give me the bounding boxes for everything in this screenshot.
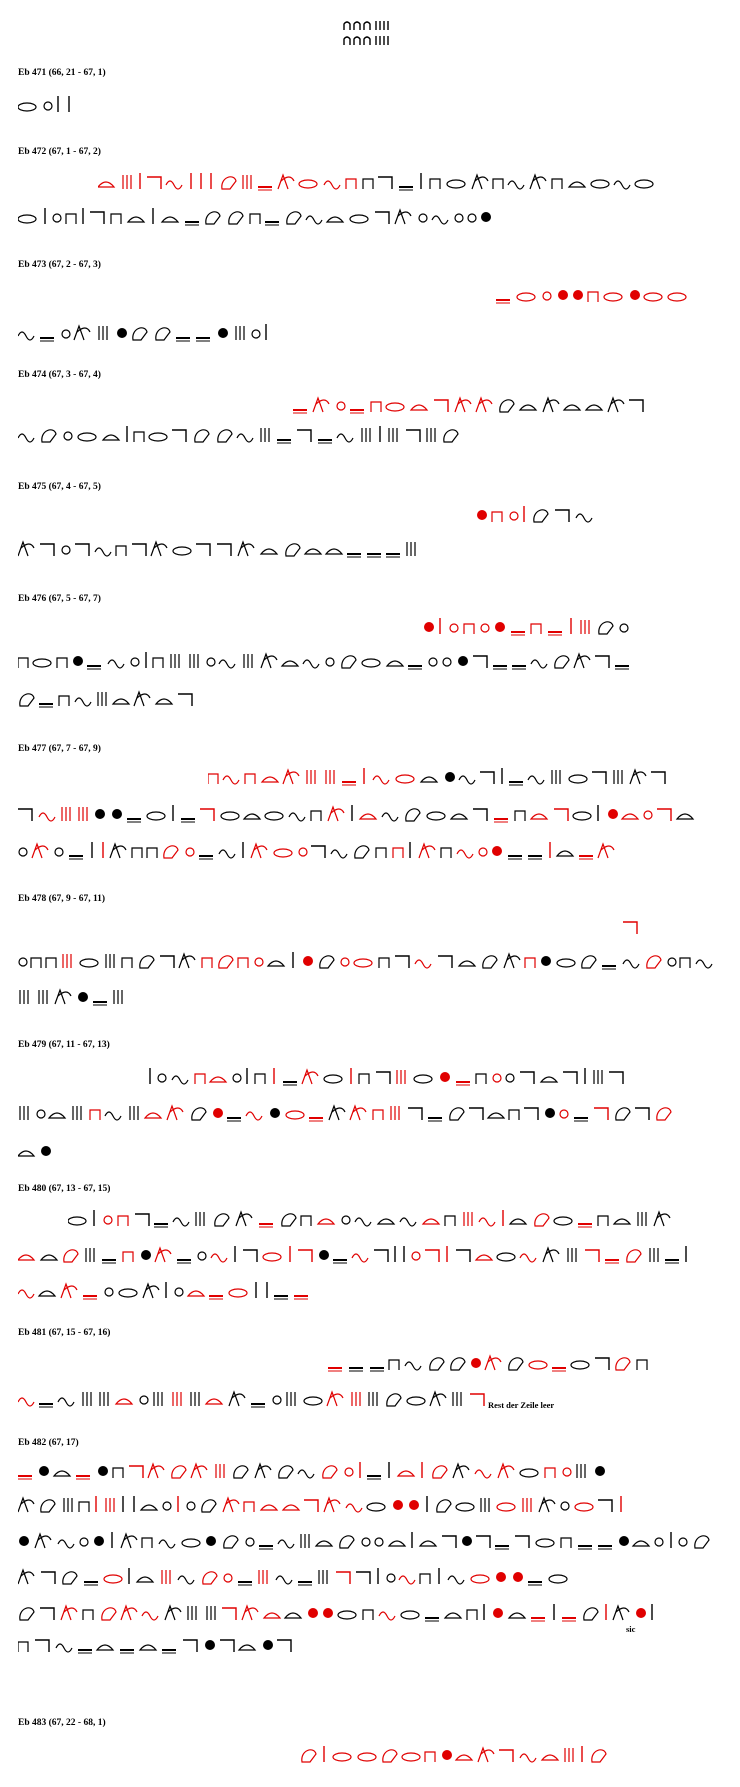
glyph-line — [18, 1526, 718, 1552]
glyph-line — [18, 1136, 68, 1162]
hieroglyph-glyphs — [18, 1490, 638, 1516]
hieroglyph-glyphs — [98, 167, 658, 193]
hieroglyph-glyphs — [300, 1740, 610, 1766]
glyph-line — [18, 1562, 578, 1588]
entry-label: Eb 475 (67, 4 - 67, 5) — [18, 482, 101, 492]
entry-label: Eb 471 (66, 21 - 67, 1) — [18, 68, 106, 78]
glyph-line — [18, 90, 88, 116]
hieroglyph-glyphs — [18, 90, 88, 116]
hieroglyph-glyphs — [18, 946, 718, 972]
hieroglyph-glyphs — [18, 1240, 698, 1266]
entry-label: Eb 477 (67, 7 - 67, 9) — [18, 744, 101, 754]
entry-label: Eb 478 (67, 9 - 67, 11) — [18, 894, 106, 904]
hieroglyph-glyphs — [623, 912, 653, 938]
entry-label: Eb 473 (67, 2 - 67, 3) — [18, 260, 101, 270]
glyph-line — [68, 1204, 688, 1230]
glyph-line — [18, 799, 698, 825]
hieroglyph-glyphs — [18, 646, 633, 672]
glyph-line — [423, 612, 638, 638]
entry-label: Eb 481 (67, 15 - 67, 16) — [18, 1328, 111, 1338]
hieroglyph-glyphs — [496, 280, 692, 306]
glyph-line — [18, 1240, 698, 1266]
glyph-line — [18, 420, 468, 446]
hieroglyph-glyphs — [18, 1384, 488, 1410]
entry-label: Eb 472 (67, 1 - 67, 2) — [18, 147, 101, 157]
sic-note: sic — [626, 1624, 636, 1634]
hieroglyph-glyphs — [18, 1276, 323, 1302]
entry-label: Eb 474 (67, 3 - 67, 4) — [18, 370, 101, 380]
hieroglyph-glyphs — [18, 534, 423, 560]
hieroglyph-glyphs — [18, 420, 468, 446]
glyph-line — [18, 318, 283, 344]
glyph-line — [18, 202, 493, 228]
hieroglyph-glyphs — [18, 1098, 688, 1124]
hieroglyph-glyphs — [18, 684, 203, 710]
glyph-line — [328, 1348, 663, 1374]
hieroglyph-glyphs — [208, 762, 668, 788]
glyph-line — [18, 646, 633, 672]
glyph-line — [18, 946, 718, 972]
glyph-line — [18, 1384, 488, 1410]
rest-line-empty-note: Rest der Zeile leer — [488, 1400, 555, 1410]
glyph-line — [18, 982, 143, 1008]
glyph-line — [18, 1490, 638, 1516]
entry-label: Eb 483 (67, 22 - 68, 1) — [18, 1718, 106, 1728]
entry-label: Eb 476 (67, 5 - 67, 7) — [18, 594, 101, 604]
hieroglyph-glyphs — [423, 612, 638, 638]
glyph-line — [496, 280, 692, 306]
glyph-line — [18, 836, 618, 862]
glyph-line — [98, 167, 658, 193]
hieroglyph-glyphs — [476, 500, 596, 526]
hieroglyph-glyphs — [18, 202, 493, 228]
glyph-line — [300, 1740, 610, 1766]
glyph-line — [18, 1630, 293, 1656]
glyph-line — [208, 762, 668, 788]
hieroglyph-glyphs — [18, 318, 283, 344]
hieroglyph-glyphs — [328, 1348, 663, 1374]
hieroglyph-glyphs — [18, 799, 698, 825]
hieroglyph-glyphs — [18, 1456, 628, 1482]
glyph-line — [476, 500, 596, 526]
hieroglyph-glyphs — [18, 1526, 718, 1552]
hieroglyph-glyphs — [293, 390, 663, 416]
entry-label: Eb 480 (67, 13 - 67, 15) — [18, 1184, 111, 1194]
hieroglyph-glyphs — [148, 1062, 628, 1088]
glyph-line — [18, 1598, 658, 1624]
glyph-line — [293, 390, 663, 416]
glyph-line — [18, 1276, 323, 1302]
page-number-glyphs — [340, 18, 400, 48]
hieroglyph-glyphs — [18, 1598, 658, 1624]
glyph-line — [18, 684, 203, 710]
page-number — [0, 18, 740, 48]
entry-label: Eb 479 (67, 11 - 67, 13) — [18, 1040, 110, 1050]
glyph-line — [18, 534, 423, 560]
hieroglyph-glyphs — [18, 1136, 68, 1162]
hieroglyph-glyphs — [18, 1562, 578, 1588]
hieroglyph-glyphs — [18, 982, 143, 1008]
glyph-line — [623, 912, 653, 938]
hieroglyph-glyphs — [68, 1204, 688, 1230]
glyph-line — [148, 1062, 628, 1088]
entry-label: Eb 482 (67, 17) — [18, 1438, 79, 1448]
hieroglyph-glyphs — [18, 836, 618, 862]
glyph-line — [18, 1456, 628, 1482]
glyph-line — [18, 1098, 688, 1124]
hieroglyph-glyphs — [18, 1630, 293, 1656]
